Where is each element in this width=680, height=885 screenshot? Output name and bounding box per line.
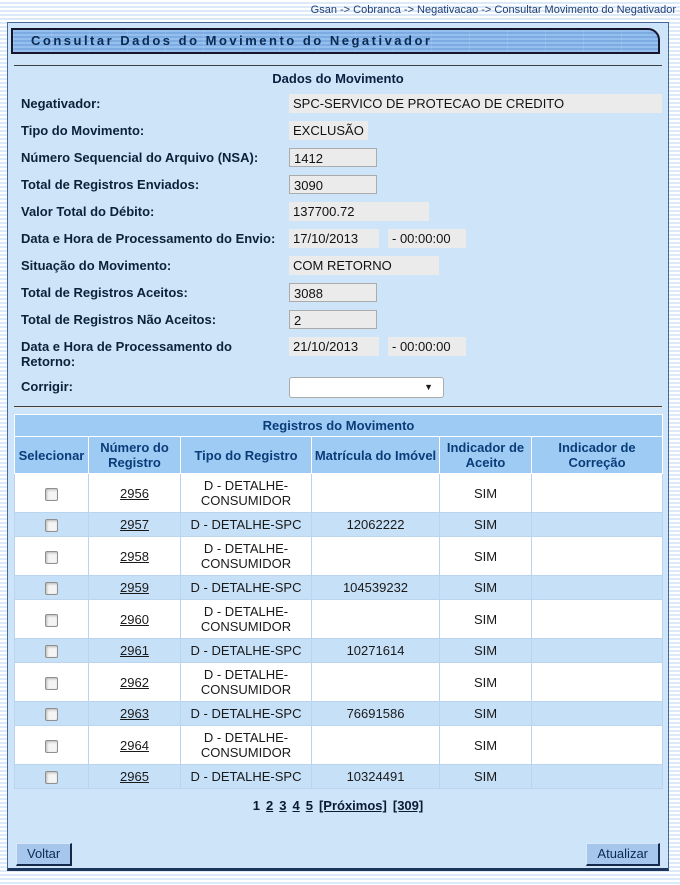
correcao-cell: [532, 726, 663, 765]
matricula-cell: [312, 474, 440, 513]
row-checkbox[interactable]: [45, 551, 58, 564]
aceito-cell: SIM: [440, 513, 532, 537]
record-number-link[interactable]: 2957: [120, 517, 149, 533]
table-row: [15, 765, 663, 789]
aceito-cell: SIM: [440, 639, 532, 663]
negativador-value: SPC-SERVICO DE PROTECAO DE CREDITO: [289, 94, 662, 113]
total-aceitos-value: 3088: [289, 283, 377, 302]
row-checkbox[interactable]: [45, 677, 58, 690]
pagination-last-link[interactable]: [309]: [392, 798, 424, 814]
row-checkbox[interactable]: [45, 488, 58, 501]
valor-total-debito-label: Valor Total do Débito:: [21, 204, 155, 219]
matricula-cell: [312, 663, 440, 702]
col-tipo: Tipo do Registro: [181, 437, 312, 474]
field-row-data-envio: [14, 229, 662, 248]
col-selecionar: Selecionar: [15, 437, 89, 474]
record-number-link[interactable]: 2961: [120, 643, 149, 659]
table-row: [15, 600, 663, 639]
record-number-link[interactable]: 2965: [120, 769, 149, 785]
correcao-cell: [532, 513, 663, 537]
pagination-page-link[interactable]: 4: [292, 798, 300, 814]
table-row: [15, 726, 663, 765]
field-row-total-enviados: [14, 175, 662, 194]
nsa-value: 1412: [289, 148, 377, 167]
pagination-current-page: 1: [252, 798, 261, 814]
total-nao-aceitos-label: Total de Registros Não Aceitos:: [21, 312, 217, 327]
tipo-registro-cell: D - DETALHE-SPC: [181, 576, 312, 600]
correcao-cell: [532, 765, 663, 789]
aceito-cell: SIM: [440, 726, 532, 765]
correcao-cell: [532, 663, 663, 702]
row-checkbox[interactable]: [45, 614, 58, 627]
aceito-cell: SIM: [440, 537, 532, 576]
table-row: [15, 702, 663, 726]
tipo-registro-cell: D - DETALHE-CONSUMIDOR: [181, 600, 312, 639]
tipo-registro-cell: D - DETALHE-CONSUMIDOR: [181, 537, 312, 576]
tipo-registro-cell: D - DETALHE-SPC: [181, 702, 312, 726]
field-row-nsa: [14, 148, 662, 167]
total-nao-aceitos-value: 2: [289, 310, 377, 329]
matricula-cell: [312, 537, 440, 576]
table-row: [15, 474, 663, 513]
page-title-bar: [11, 28, 660, 54]
main-panel: [7, 22, 669, 871]
dados-movimento-section: [14, 65, 662, 407]
correcao-cell: [532, 702, 663, 726]
situacao-label: Situação do Movimento:: [21, 258, 172, 273]
nsa-label: Número Sequencial do Arquivo (NSA):: [21, 150, 259, 165]
matricula-cell: 12062222: [312, 513, 440, 537]
field-row-tipo-movimento: [14, 121, 662, 140]
matricula-cell: [312, 726, 440, 765]
total-aceitos-label: Total de Registros Aceitos:: [21, 285, 188, 300]
breadcrumb: Gsan -> Cobranca -> Negativacao -> Consultar Movimento do Negativador: [310, 4, 676, 16]
matricula-cell: [312, 600, 440, 639]
tipo-registro-cell: D - DETALHE-CONSUMIDOR: [181, 474, 312, 513]
chevron-down-icon: ▼: [424, 382, 433, 392]
aceito-cell: SIM: [440, 576, 532, 600]
row-checkbox[interactable]: [45, 645, 58, 658]
col-matricula: Matrícula do Imóvel: [312, 437, 440, 474]
pagination-page-link[interactable]: 2: [266, 798, 274, 814]
field-row-negativador: [14, 94, 662, 113]
tipo-registro-cell: D - DETALHE-SPC: [181, 765, 312, 789]
table-row: [15, 663, 663, 702]
matricula-cell: 10271614: [312, 639, 440, 663]
record-number-link[interactable]: 2958: [120, 548, 149, 564]
tipo-registro-cell: D - DETALHE-CONSUMIDOR: [181, 726, 312, 765]
aceito-cell: SIM: [440, 474, 532, 513]
aceito-cell: SIM: [440, 765, 532, 789]
data-envio-date: 17/10/2013: [289, 229, 379, 248]
registros-table: [14, 414, 663, 789]
row-checkbox[interactable]: [45, 519, 58, 532]
correcao-cell: [532, 576, 663, 600]
record-number-link[interactable]: 2959: [120, 580, 149, 596]
tipo-movimento-label: Tipo do Movimento:: [21, 123, 145, 138]
dados-movimento-title: Dados do Movimento: [272, 71, 404, 86]
data-envio-label: Data e Hora de Processamento do Envio:: [21, 231, 276, 246]
table-row: [15, 537, 663, 576]
field-row-total-nao-aceitos: [14, 310, 662, 329]
matricula-cell: 76691586: [312, 702, 440, 726]
negativador-label: Negativador:: [21, 96, 101, 111]
tipo-movimento-value: EXCLUSÃO: [289, 121, 368, 140]
table-row: [15, 639, 663, 663]
field-row-situacao: [14, 256, 662, 275]
correcao-cell: [532, 600, 663, 639]
correcao-cell: [532, 639, 663, 663]
data-retorno-label: Data e Hora de Processamento do Retorno:: [21, 339, 232, 369]
col-numero: Número do Registro: [89, 437, 181, 474]
footer-buttons: [14, 843, 662, 866]
registros-section-title: Registros do Movimento: [15, 415, 663, 437]
tipo-registro-cell: D - DETALHE-SPC: [181, 639, 312, 663]
total-enviados-label: Total de Registros Enviados:: [21, 177, 200, 192]
row-checkbox[interactable]: [45, 708, 58, 721]
content-area: [8, 54, 668, 866]
correcao-cell: [532, 537, 663, 576]
field-row-data-retorno: [14, 337, 662, 369]
row-checkbox[interactable]: [45, 582, 58, 595]
record-number-link[interactable]: 2960: [120, 611, 149, 627]
correcao-cell: [532, 474, 663, 513]
field-row-total-aceitos: [14, 283, 662, 302]
row-checkbox[interactable]: [45, 740, 58, 753]
aceito-cell: SIM: [440, 663, 532, 702]
voltar-button[interactable]: Voltar: [16, 843, 72, 866]
aceito-cell: SIM: [440, 600, 532, 639]
row-checkbox[interactable]: [45, 771, 58, 784]
matricula-cell: 10324491: [312, 765, 440, 789]
data-retorno-date: 21/10/2013: [289, 337, 379, 356]
table-row: [15, 513, 663, 537]
situacao-value: COM RETORNO: [289, 256, 439, 275]
valor-total-debito-value: 137700.72: [289, 202, 429, 221]
col-aceito: Indicador de Aceito: [440, 437, 532, 474]
matricula-cell: 104539232: [312, 576, 440, 600]
record-number-link[interactable]: 2956: [120, 485, 149, 501]
data-retorno-time: - 00:00:00: [388, 337, 466, 356]
pagination: [14, 798, 662, 813]
field-row-corrigir: [14, 377, 662, 398]
pagination-page-link[interactable]: 5: [305, 798, 313, 814]
corrigir-select[interactable]: [289, 377, 444, 398]
pagination-page-link[interactable]: 3: [279, 798, 287, 814]
page-title: Consultar Dados do Movimento do Negativador: [31, 33, 433, 48]
table-header-row: [15, 437, 663, 474]
corrigir-label: Corrigir:: [21, 379, 73, 394]
record-number-link[interactable]: 2964: [120, 737, 149, 753]
aceito-cell: SIM: [440, 702, 532, 726]
field-row-valor-total-debito: [14, 202, 662, 221]
tipo-registro-cell: D - DETALHE-CONSUMIDOR: [181, 663, 312, 702]
record-number-link[interactable]: 2963: [120, 706, 149, 722]
atualizar-button[interactable]: Atualizar: [586, 843, 660, 866]
tipo-registro-cell: D - DETALHE-SPC: [181, 513, 312, 537]
pagination-next-link[interactable]: [Próximos]: [318, 798, 387, 814]
record-number-link[interactable]: 2962: [120, 674, 149, 690]
col-correcao: Indicador de Correção: [532, 437, 663, 474]
data-envio-time: - 00:00:00: [388, 229, 466, 248]
table-row: [15, 576, 663, 600]
total-enviados-value: 3090: [289, 175, 377, 194]
